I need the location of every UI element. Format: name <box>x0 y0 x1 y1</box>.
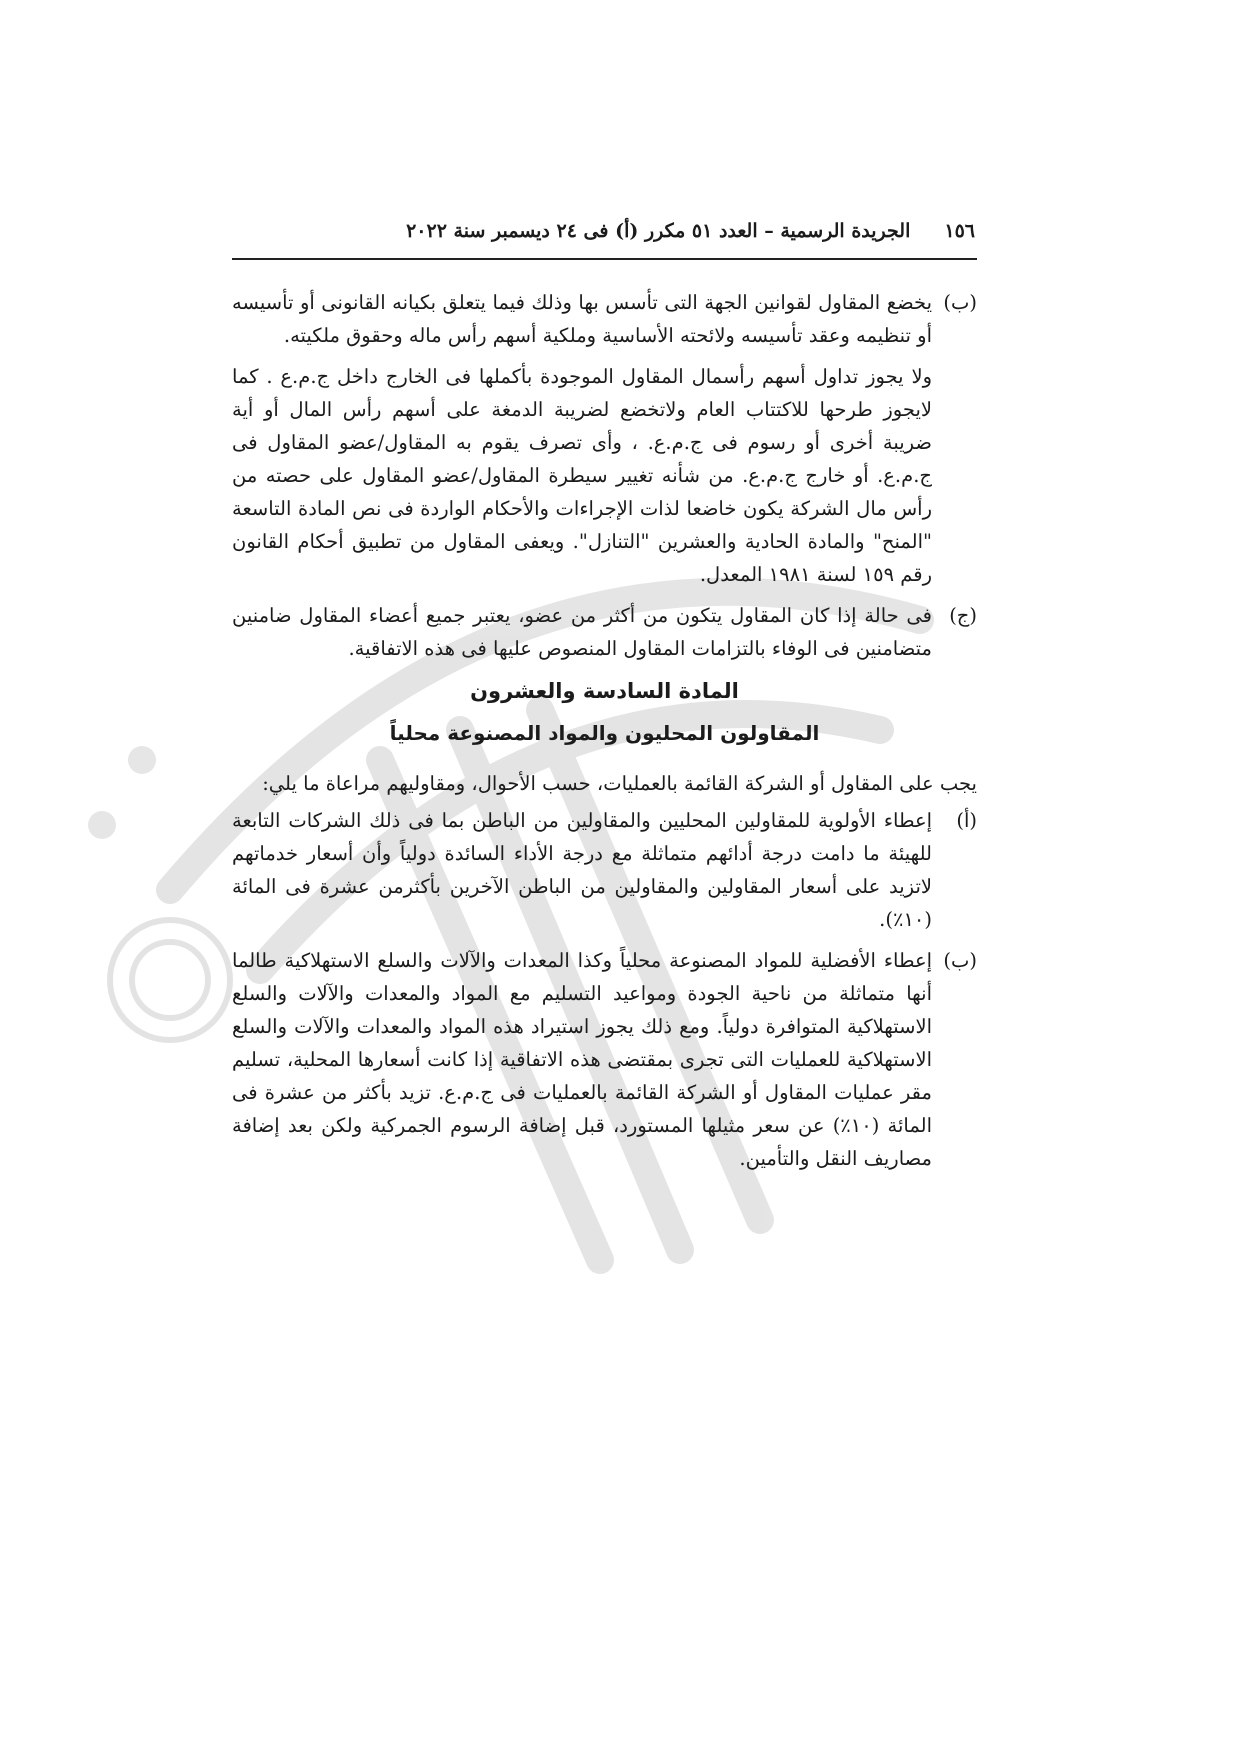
item-b <box>232 944 977 1175</box>
clause-c-marker: (ج) <box>949 604 977 627</box>
watermark-seal <box>110 920 230 1040</box>
clause-c <box>232 599 977 665</box>
item-a-text: إعطاء الأولوية للمقاولين المحليين والمقاولين من الباطن بما فى ذلك الشركات التابعة للهيئة ما دامت درجة أدائهم متماثلة مع درجة الأداء السائدة دولياً وأن أسعار خدماتهم لاتزيد على أسعار المقاولين والمقاولين من الباطن الآخرين بأكثرمن عشرة فى المائة (١٠٪). <box>232 809 932 931</box>
item-b-marker: (ب) <box>943 949 977 972</box>
gazette-title: الجريدة الرسمية – العدد ٥١ مكرر (أ) فى ٢٤ ديسمبر سنة ٢٠٢٢ <box>406 220 911 242</box>
item-a-marker: (أ) <box>956 809 977 832</box>
item-a <box>232 804 977 936</box>
watermark-dot-1 <box>88 811 116 839</box>
clause-b-text: يخضع المقاول لقوانين الجهة التى تأسس بها وذلك فيما يتعلق بكيانه القانونى أو تأسيسه أو تنظيمه وعقد تأسيسه ولائحته الأساسية وملكية أسهم رأس ماله وحقوق ملكيته. <box>232 291 932 347</box>
clause-c-text: فى حالة إذا كان المقاول يتكون من أكثر من عضو، يعتبر جميع أعضاء المقاول ضامنين متضامنين فى الوفاء بالتزامات المقاول المنصوص عليها فى هذه الاتفاقية. <box>232 604 932 660</box>
page-header <box>232 220 977 256</box>
article-intro: يجب على المقاول أو الشركة القائمة بالعمليات، حسب الأحوال، ومقاوليهم مراعاة ما يلي: <box>262 772 977 795</box>
header-rule <box>232 258 977 260</box>
clause-b <box>232 286 977 352</box>
document-page <box>232 220 977 1183</box>
article-title: المادة السادسة والعشرون <box>470 679 739 703</box>
article-subtitle: المقاولون المحليون والمواد المصنوعة محلياً <box>389 721 820 745</box>
clause-b-continuation <box>232 360 977 591</box>
item-b-text: إعطاء الأفضلية للمواد المصنوعة محلياً وكذا المعدات والآلات والسلع الاستهلاكية طالما أنها متماثلة من ناحية الجودة ومواعيد التسليم مع المواد والمعدات والآلات والسلع الاستهلاكية المتوافرة دولياً. ومع ذلك يجوز استيراد هذه المواد والمعدات والآلات والسلع الاستهلاكية للعمليات التى تجرى بمقتضى هذه الاتفاقية إذا كانت أسعارها المحلية، تسليم مقر عمليات المقاول أو الشركة القائمة بالعمليات فى ج.م.ع. تزيد بأكثر من عشرة فى المائة (١٠٪) عن سعر مثيلها المستورد، قبل إضافة الرسوم الجمركية ولكن بعد إضافة مصاريف النقل والتأمين. <box>232 949 932 1170</box>
watermark-seal-inner <box>132 942 208 1018</box>
watermark-dot-2 <box>128 746 156 774</box>
clause-b-marker: (ب) <box>943 291 977 314</box>
clause-b-paragraph: ولا يجوز تداول أسهم رأسمال المقاول الموجودة بأكملها فى الخارج داخل ج.م.ع . كما لايجوز طرحها للاكتتاب العام ولاتخضع لضريبة الدمغة على أسهم رأس المال أو أية ضريبة أخرى أو رسوم فى ج.م.ع. ، وأى تصرف يقوم به المقاول/عضو المقاول فى ج.م.ع. أو خارج ج.م.ع. من شأنه تغيير سيطرة المقاول/عضو المقاول على حصته من رأس مال الشركة يكون خاضعا لذات الإجراءات والأحكام الواردة فى نص المادة التاسعة "المنح" والمادة الحادية والعشرين "التنازل". ويعفى المقاول من تطبيق أحكام القانون رقم ١٥٩ لسنة ١٩٨١ المعدل. <box>232 365 932 586</box>
page-number: ١٥٦ <box>944 220 975 242</box>
